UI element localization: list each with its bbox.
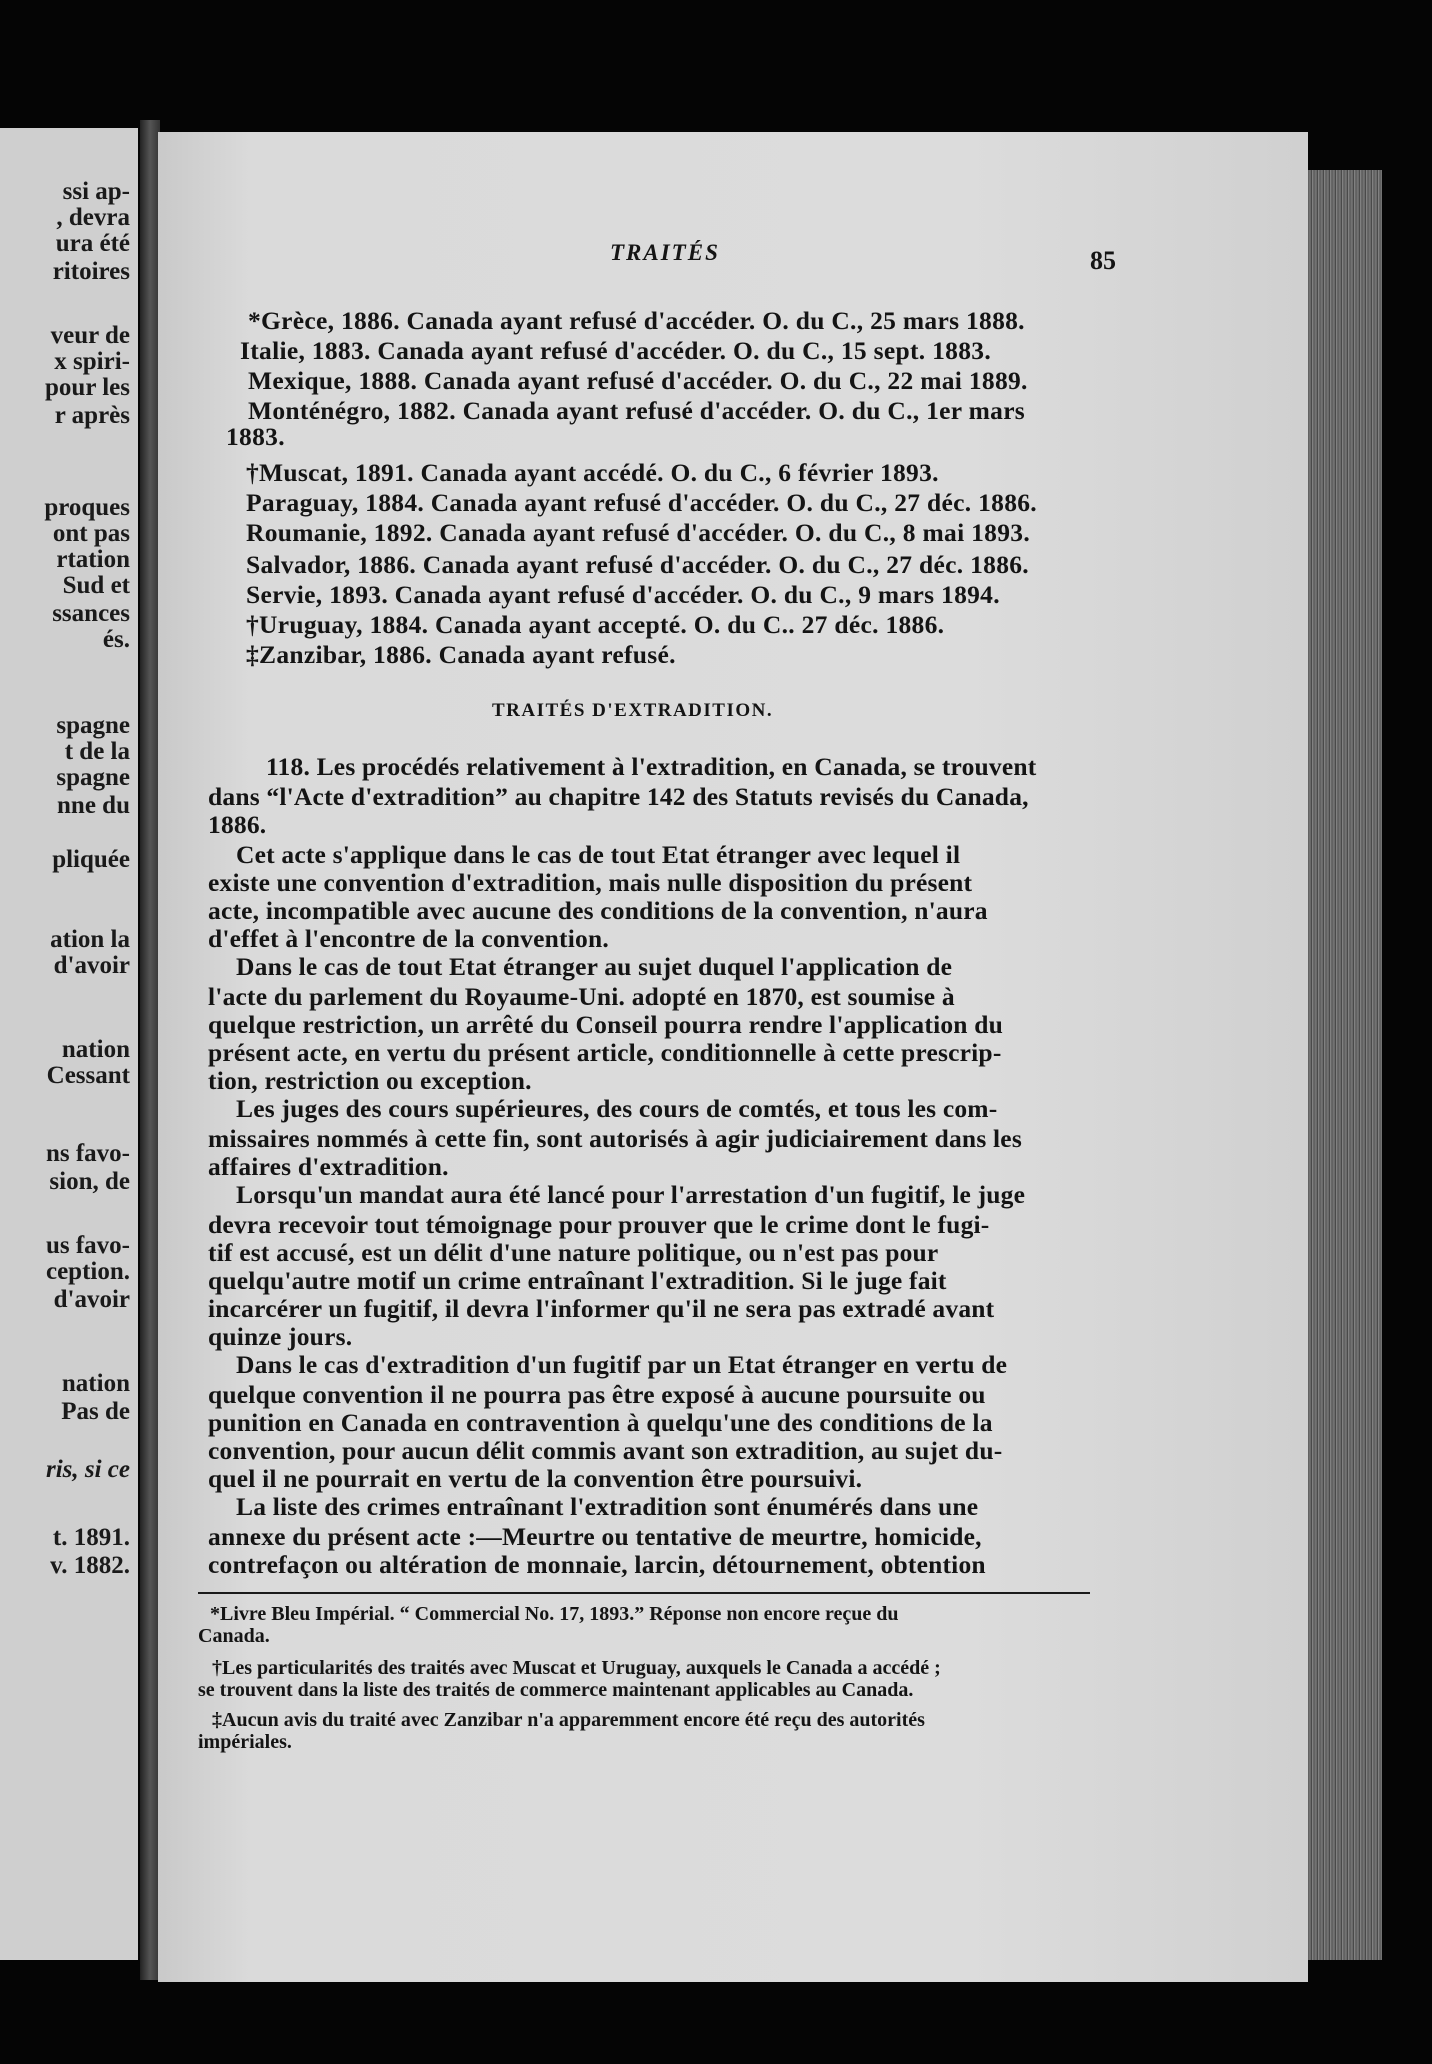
treaty-entry: †Muscat, 1891. Canada ayant accédé. O. du C., 6 février 1893. [246, 458, 939, 487]
footnote-line: ‡Aucun avis du traité avec Zanzibar n'a apparemment encore été reçu des autorités [212, 1709, 925, 1731]
left-page-line: sion, de [49, 1168, 130, 1195]
left-page-line: proques [44, 494, 130, 521]
page-number: 85 [1090, 246, 1116, 275]
footnote-rule [198, 1592, 1090, 1594]
body-line: incarcérer un fugitif, il devra l'informer qu'il ne sera pas extradé avant [208, 1294, 995, 1323]
body-line: Lorsqu'un mandat aura été lancé pour l'arrestation d'un fugitif, le juge [236, 1180, 1026, 1209]
left-page-line: ris, si ce [45, 1456, 130, 1483]
treaty-entry: *Grèce, 1886. Canada ayant refusé d'accéder. O. du C., 25 mars 1888. [248, 306, 1025, 335]
section-heading: TRAITÉS D'EXTRADITION. [492, 700, 774, 721]
treaty-entry: ‡Zanzibar, 1886. Canada ayant refusé. [246, 640, 676, 669]
treaty-entry: Roumanie, 1892. Canada ayant refusé d'accéder. O. du C., 8 mai 1893. [246, 518, 1031, 547]
treaty-entry: Monténégro, 1882. Canada ayant refusé d'accéder. O. du C., 1er mars [248, 396, 1026, 425]
body-line: Les juges des cours supérieures, des cours de comtés, et tous les com- [236, 1094, 998, 1123]
body-line: Dans le cas de tout Etat étranger au sujet duquel l'application de [236, 952, 953, 981]
body-line: affaires d'extradition. [208, 1152, 449, 1181]
treaty-entry: †Uruguay, 1884. Canada ayant accepté. O. du C.. 27 déc. 1886. [246, 610, 945, 639]
footnote-line: *Livre Bleu Impérial. “ Commercial No. 17, 1893.” Réponse non encore reçue du [210, 1603, 899, 1625]
left-page-line: v. 1882. [50, 1552, 130, 1579]
body-line: quelque restriction, un arrêté du Conseil pourra rendre l'application du [208, 1010, 1004, 1039]
body-line: tif est accusé, est un délit d'une nature politique, ou n'est pas pour [208, 1238, 939, 1267]
left-page-line: pour les [45, 374, 130, 401]
book-gutter [140, 120, 160, 1980]
left-page-line: ation la [50, 926, 130, 953]
body-line: Cet acte s'applique dans le cas de tout Etat étranger avec lequel il [236, 840, 961, 869]
left-page-line: pliquée [52, 846, 130, 873]
left-page-line: ssi ap- [62, 178, 130, 205]
left-page-line: ritoires [52, 258, 130, 285]
body-line: l'acte du parlement du Royaume-Uni. adopté en 1870, est soumise à [208, 982, 955, 1011]
body-line: convention, pour aucun délit commis avant son extradition, au sujet du- [208, 1436, 1003, 1465]
body-line: tion, restriction ou exception. [208, 1066, 532, 1095]
body-line: missaires nommés à cette fin, sont autorisés à agir judiciairement dans les [208, 1124, 1022, 1153]
treaty-entry: 1883. [226, 422, 285, 451]
body-line: Dans le cas d'extradition d'un fugitif par un Etat étranger en vertu de [236, 1350, 1008, 1379]
left-page-line: nation [61, 1036, 130, 1063]
body-line: La liste des crimes entraînant l'extradition sont énumérés dans une [236, 1492, 979, 1521]
left-page-line: r après [54, 402, 130, 429]
body-line: quel il ne pourrait en vertu de la convention être poursuivi. [208, 1464, 863, 1493]
treaty-entry: Italie, 1883. Canada ayant refusé d'accéder. O. du C., 15 sept. 1883. [240, 336, 991, 365]
left-page-line: rtation [56, 546, 130, 573]
page-edges [1300, 170, 1382, 1960]
left-page-line: x spiri- [54, 348, 130, 375]
body-line: quelque convention il ne pourra pas être exposé à aucune poursuite ou [208, 1380, 986, 1409]
body-line: dans “l'Acte d'extradition” au chapitre 142 des Statuts revisés du Canada, [208, 782, 1029, 811]
left-page-line: spagne [56, 764, 130, 791]
left-page-line: d'avoir [53, 1286, 130, 1313]
left-page-line: Cessant [46, 1062, 130, 1089]
treaty-entry: Mexique, 1888. Canada ayant refusé d'accéder. O. du C., 22 mai 1889. [248, 366, 1028, 395]
body-line: devra recevoir tout témoignage pour prouver que le crime dont le fugi- [208, 1210, 990, 1239]
left-page-line: d'avoir [53, 952, 130, 979]
left-page-line: Sud et [62, 572, 130, 599]
body-line: contrefaçon ou altération de monnaie, larcin, détournement, obtention [208, 1550, 986, 1579]
left-page-line: spagne [56, 712, 130, 739]
body-line: existe une convention d'extradition, mais nulle disposition du présent [208, 868, 973, 897]
left-page-line: nne du [57, 792, 130, 819]
footnote-line: †Les particularités des traités avec Muscat et Uruguay, auxquels le Canada a accédé ; [212, 1657, 941, 1679]
left-page-line: ssances [52, 600, 130, 627]
body-line: punition en Canada en contravention à quelqu'une des conditions de la [208, 1408, 993, 1437]
left-page-line: ns favo- [45, 1140, 130, 1167]
body-line: 1886. [208, 810, 267, 839]
left-page-line: veur de [50, 322, 130, 349]
body-line: présent acte, en vertu du présent article, conditionnelle à cette prescrip- [208, 1038, 1002, 1067]
left-page-line: t. 1891. [52, 1524, 130, 1551]
left-page-fragment [0, 128, 138, 1960]
left-page-line: t de la [64, 738, 130, 765]
left-page-line: Pas de [61, 1398, 130, 1425]
body-line: quinze jours. [208, 1322, 353, 1351]
left-page-line: ception. [45, 1258, 130, 1285]
left-page-line: ont pas [52, 520, 130, 547]
treaty-entry: Salvador, 1886. Canada ayant refusé d'accéder. O. du C., 27 déc. 1886. [246, 550, 1029, 579]
footnote-line: se trouvent dans la liste des traités de commerce maintenant applicables au Canada. [198, 1679, 914, 1701]
left-page-line: nation [61, 1370, 130, 1397]
footnote-line: Canada. [198, 1625, 270, 1647]
body-line: d'effet à l'encontre de la convention. [208, 924, 609, 953]
body-line: 118. Les procédés relativement à l'extradition, en Canada, se trouvent [266, 752, 1037, 781]
left-page-line: és. [102, 626, 130, 653]
left-page-line: , devra [56, 204, 130, 231]
body-line: annexe du présent acte :—Meurtre ou tentative de meurtre, homicide, [208, 1522, 982, 1551]
body-line: acte, incompatible avec aucune des conditions de la convention, n'aura [208, 896, 988, 925]
running-head: TRAITÉS [610, 240, 720, 265]
treaty-entry: Servie, 1893. Canada ayant refusé d'accéder. O. du C., 9 mars 1894. [246, 580, 1000, 609]
footnote-line: impériales. [198, 1731, 292, 1753]
left-page-line: us favo- [45, 1232, 130, 1259]
treaty-entry: Paraguay, 1884. Canada ayant refusé d'accéder. O. du C., 27 déc. 1886. [246, 488, 1037, 517]
left-page-line: ura été [55, 230, 130, 257]
body-line: quelqu'autre motif un crime entraînant l'extradition. Si le juge fait [208, 1266, 947, 1295]
